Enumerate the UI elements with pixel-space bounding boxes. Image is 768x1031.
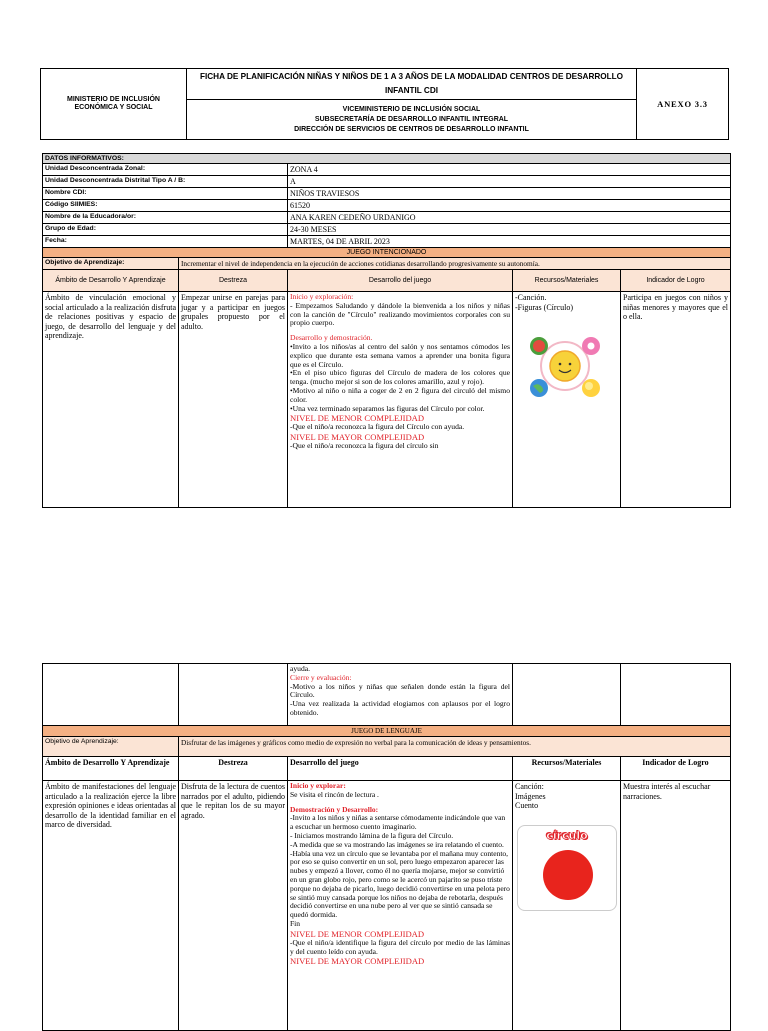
cierre-text: -Una vez realizada la actividad elogiamos con aplausos por el logro obtenido. <box>290 699 510 717</box>
demo-text: •Motivo al niño o niña a coger de 2 en 2 figura del circuló del mismo color. <box>290 385 510 404</box>
indicador-cell: Muestra interés al escuchar narraciones. <box>621 781 731 1031</box>
demo-text: -Invito a los niños y niñas a sentarse cómodamente indicándole que van a escuchar un hermoso cuento imaginario. <box>290 813 506 832</box>
col-header: Desarrollo del juego <box>288 757 513 781</box>
objetivo-label: Objetivo de Aprendizaje: <box>43 258 179 270</box>
datos-label: Fecha: <box>43 236 288 248</box>
datos-label: Nombre de la Educadora/or: <box>43 212 288 224</box>
anexo-label: ANEXO 3.3 <box>637 69 729 140</box>
recurso-item: -Canción. <box>515 293 547 302</box>
datos-label: Unidad Desconcentrada Distrital Tipo A / B: <box>43 176 288 188</box>
datos-title: DATOS INFORMATIVOS: <box>43 154 731 164</box>
demo-text: - Iniciamos mostrando lámina de la figura del Círculo. <box>290 830 454 840</box>
datos-value: NIÑOS TRAVIESOS <box>288 188 731 200</box>
recurso-item: Cuento <box>515 801 539 810</box>
cierre-heading: Cierre y evaluación: <box>290 672 352 682</box>
datos-label: Grupo de Edad: <box>43 224 288 236</box>
circle-figures-image <box>519 326 611 406</box>
col-header: Ámbito de Desarrollo Y Aprendizaje <box>43 757 179 781</box>
inicio-heading: Inicio y explorar: <box>290 781 346 790</box>
mayor-heading: NIVEL DE MAYOR COMPLEJIDAD <box>290 432 425 443</box>
planning-table-1 <box>42 153 731 508</box>
col-header: Indicador de Logro <box>621 270 731 292</box>
recursos-cell <box>513 781 621 1031</box>
ministerio-label: MINISTERIO DE INCLUSIÓN ECONÓMICA Y SOCIAL <box>41 69 187 140</box>
col-header: Desarrollo del juego <box>288 270 513 292</box>
ambito-cell: Ámbito de vinculación emocional y social articulado a la realización disfruta de relaciones positivas y espacio de juego, de desarrollo del lenguaje y del aprendizaje. <box>43 292 179 508</box>
col-header: Recursos/Materiales <box>513 270 621 292</box>
datos-value: 24-30 MESES <box>288 224 731 236</box>
circle-card-label: círculo <box>546 828 588 842</box>
institution-lines <box>187 100 637 140</box>
subsecretaria: SUBSECRETARÍA DE DESARROLLO INFANTIL INTEGRAL <box>314 115 509 123</box>
datos-value: MARTES, 04 DE ABRIL 2023 <box>288 236 731 248</box>
indicador-cell: Participa en juegos con niños y niñas menores y mayores que el o ella. <box>621 292 731 508</box>
demo-text: -A medida que se va mostrando las imágenes se ira relatando el cuento. <box>290 839 504 849</box>
desarrollo-cell <box>288 781 513 1031</box>
datos-label: Nombre CDI: <box>43 188 288 200</box>
destreza-cell: Disfruta de la lectura de cuentos narrados por el adulto, pidiendo que le repitan los de su mayor agrado. <box>179 781 288 1031</box>
datos-value: 61520 <box>288 200 731 212</box>
menor-text: -Que el niño/a reconozca la figura del Círculo con ayuda. <box>290 422 465 432</box>
juego1-title: JUEGO INTENCIONADO <box>43 248 731 258</box>
col-header: Ámbito de Desarrollo Y Aprendizaje <box>43 270 179 292</box>
juego2-title: JUEGO DE LENGUAJE <box>43 726 731 737</box>
planning-table-2 <box>42 663 731 1031</box>
recursos-cell <box>513 292 621 508</box>
story-text: -Había una vez un círculo que se levantaba por el mañana muy contento, por eso se quiso convertir en un sol, pero luego empezaron aparecer las nubes y empezó a llover, como él no quería mojarse, mejor se convirtió en un gran globo rojo, pero como se le acercó un pajarito se puso triste porque no dejaba de picarlo, luego decidió convertirse en una pelota pero se sintió muy cansada porque los niños no dejaba de rebotarla, después decidió convertirse en una nube pero al ver que se sintió cansada se quedó dormida. <box>290 848 510 920</box>
direccion: DIRECCIÓN DE SERVICIOS DE CENTROS DE DESARROLLO INFANTIL <box>294 125 529 133</box>
desarrollo-cell <box>288 292 513 508</box>
ambito-cell: Ámbito de manifestaciones del lenguaje articulado a la realización ejerce la libre expresión opiniones e ideas orientadas al desarrollo de la identidad familiar en el marco de diversidad. <box>43 781 179 1031</box>
col-header: Indicador de Logro <box>621 757 731 781</box>
document-title: FICHA DE PLANIFICACIÓN NIÑAS Y NIÑOS DE 1 A 3 AÑOS DE LA MODALIDAD CENTROS DE DESARROLLO INFANTIL CDI <box>187 69 637 100</box>
menor-heading: NIVEL DE MENOR COMPLEJIDAD <box>290 413 425 424</box>
objetivo-text: Disfrutar de las imágenes y gráficos como medio de expresión no verbal para la comunicación de ideas y pensamientos. <box>179 737 731 757</box>
datos-value: ANA KAREN CEDEÑO URDANIGO <box>288 212 731 224</box>
datos-value: A <box>288 176 731 188</box>
col-header: Recursos/Materiales <box>513 757 621 781</box>
mayor-text-cont: ayuda. <box>290 664 311 673</box>
menor-heading: NIVEL DE MENOR COMPLEJIDAD <box>290 928 425 939</box>
red-circle-icon <box>543 850 593 900</box>
inicio-text: - Empezamos Saludando y dándole la bienvenida a los niños y niñas con la canción de "Círculo" realizando movimientos corporales con su propio cuerpo. <box>290 300 510 328</box>
col-header: Destreza <box>179 270 288 292</box>
demo-text: •Invito a los niños/as al centro del salón y nos sentamos cómodos les explico que durante esta semana vamos a aprender una bonita figura que es el Círculo. <box>290 341 510 369</box>
demo-heading: Desarrollo y demostración. <box>290 333 373 343</box>
story-end: Fin <box>290 918 301 928</box>
inicio-heading: Inicio y exploración: <box>290 292 354 301</box>
inicio-text: Se visita el rincón de lectura . <box>290 789 379 799</box>
col-header: Destreza <box>179 757 288 781</box>
recurso-item: -Figuras (Círculo) <box>515 302 573 312</box>
document-header <box>40 68 729 140</box>
datos-label: Código SIIMIES: <box>43 200 288 212</box>
recurso-item: Imágenes <box>515 791 546 801</box>
demo-text: •En el piso ubico figuras del Círculo de madera de los colores que tenga. (mucho mejor si son de los colores amarillo, azul y rojo). <box>290 368 510 387</box>
objetivo-text: Incrementar el nivel de independencia en la ejecución de acciones cotidianas desarrollando progresivamente su autonomía. <box>179 258 731 270</box>
page-2 <box>0 530 768 1024</box>
datos-label: Unidad Desconcentrada Zonal: <box>43 164 288 176</box>
circle-card-image <box>517 825 617 911</box>
recurso-item: Canción: <box>515 782 544 791</box>
mayor-heading: NIVEL DE MAYOR COMPLEJIDAD <box>290 956 425 967</box>
viceministerio: VICEMINISTERIO DE INCLUSIÓN SOCIAL <box>342 105 481 113</box>
demo-heading: Demostración y Desarrollo: <box>290 804 379 814</box>
mayor-text: -Que el niño/a reconozca la figura del círculo sin <box>290 441 439 451</box>
objetivo-label: Objetivo de Aprendizaje: <box>43 737 179 757</box>
destreza-cell: Empezar unirse en parejas para jugar y a participar en juegos grupales propuesto por el adulto. <box>179 292 288 508</box>
cierre-text: -Motivo a los niños y niñas que señalen donde están la figura del Círculo. <box>290 681 510 700</box>
menor-text: -Que el niño/a identifique la figura del círculo por medio de las láminas y del cuento leído con ayuda. <box>290 937 510 956</box>
datos-value: ZONA 4 <box>288 164 731 176</box>
demo-text: •Una vez terminado separamos las figuras del Círculo por color. <box>290 403 485 413</box>
desarrollo-cont-cell <box>288 664 513 726</box>
